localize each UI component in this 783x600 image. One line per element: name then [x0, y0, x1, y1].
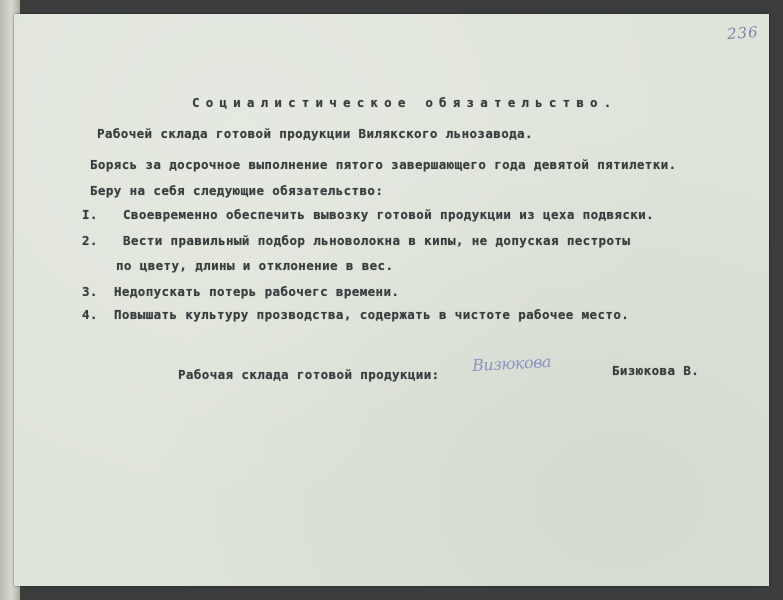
item-3-text: Недопускать потерь рабочегс времени.: [114, 284, 400, 299]
intro-line-2: Беру на себя следующие обязательство:: [90, 183, 384, 198]
document-sheet: [14, 14, 769, 586]
item-2-text-line-2: по цвету, длины и отклонение в вес.: [116, 258, 394, 273]
item-4-text: Повышать культуру прозводства, содержать в чистоте рабочее место.: [114, 307, 630, 322]
item-2-number: 2.: [82, 233, 98, 248]
item-1-number: I.: [82, 207, 98, 222]
signature-label: Рабочая склада готовой продукции:: [178, 367, 440, 382]
item-3-number: 3.: [82, 284, 98, 299]
document-subtitle: Рабочей склада готовой продукции Вилякского льнозавода.: [97, 126, 533, 141]
handwritten-signature: Визюкова: [471, 351, 552, 376]
document-title: Социалистическое обязательство.: [192, 95, 618, 110]
item-4-number: 4.: [82, 307, 98, 322]
item-2-text-line-1: Вести правильный подбор льноволокна в кипы, не допуская пестроты: [123, 233, 631, 248]
signatory-name: Бизюкова В.: [612, 363, 700, 378]
page-number: 236: [726, 22, 760, 44]
intro-line-1: Борясь за досрочное выполнение пятого завершающего года девятой пятилетки.: [90, 157, 677, 172]
item-1-text: Своевременно обеспечить вывозку готовой продукции из цеха подвяски.: [123, 207, 655, 222]
